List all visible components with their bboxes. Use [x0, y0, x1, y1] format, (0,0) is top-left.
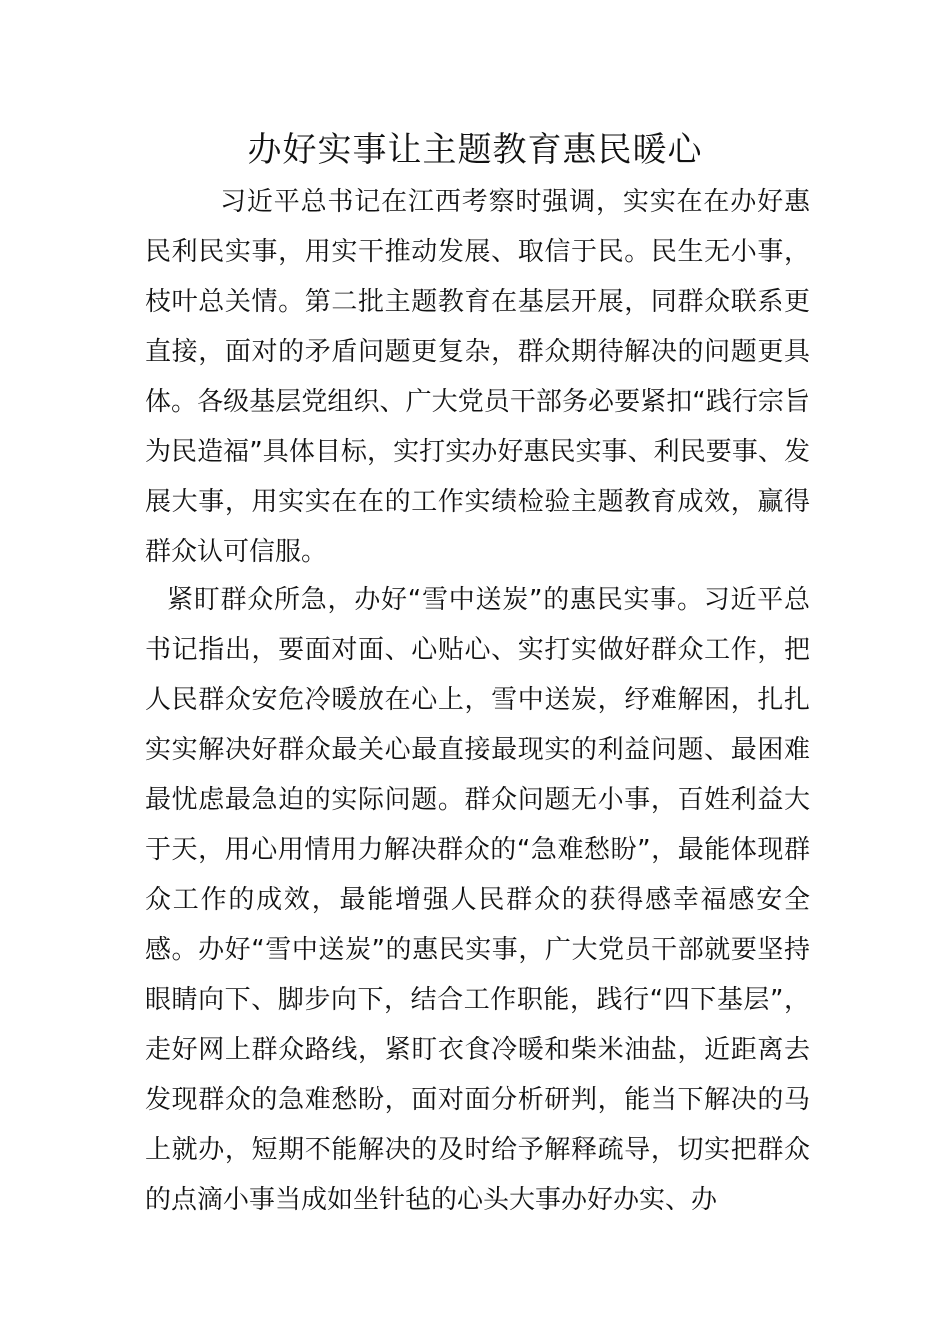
paragraph-snow-charcoal: 紧盯群众所急，办好“雪中送炭”的惠民实事。习近平总书记指出，要面对面、心贴心、实打实做好群众工作，把人民群众安危冷暖放在心上，雪中送炭，纾难解困，扎扎实实解决好群众最关心最直接最现实的利益问题、最困难最忧虑最急迫的实际问题。群众问题无小事，百姓利益大于天，用心用情用力解决群众的“急难愁盼”，最能体现群众工作的成效，最能增强人民群众的获得感幸福感安全感。办好“雪中送炭”的惠民实事，广大党员干部就要坚持眼睛向下、脚步向下，结合工作职能，践行“四下基层”，走好网上群众路线，紧盯衣食冷暖和柴米油盐，近距离去发现群众的急难愁盼，面对面分析研判，能当下解决的马上就办，短期不能解决的及时给予解释疏导，切实把群众的点滴小事当成如坐针毡的心头大事办好办实、办 [145, 585, 810, 1215]
document-title: 办好实事让主题教育惠民暖心 [247, 130, 703, 170]
paragraph-intro: 习近平总书记在江西考察时强调，实实在在办好惠民利民实事，用实干推动发展、取信于民。民生无小事，枝叶总关情。第二批主题教育在基层开展，同群众联系更直接，面对的矛盾问题更复杂，群众期待解决的问题更具体。各级基层党组织、广大党员干部务必要紧扣“践行宗旨为民造福”具体目标，实打实办好惠民实事、利民要事、发展大事，用实实在在的工作实绩检验主题教育成效，赢得群众认可信服。 [145, 187, 810, 567]
